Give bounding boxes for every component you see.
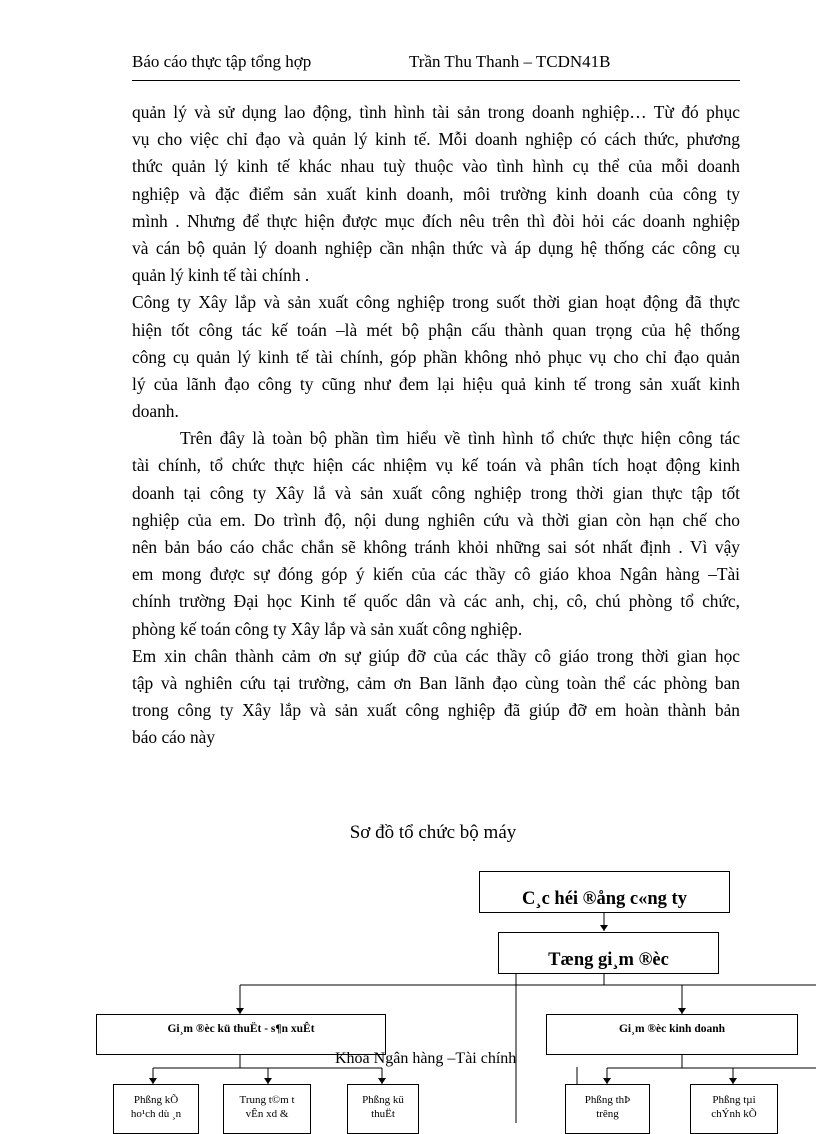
text-line: mình . Nhưng để thực hiện được mục đích nêu trên thì đòi hỏi các doanh nghiệp xyxy=(132,210,740,231)
text-line: quản lý kinh tế tài chính . xyxy=(132,265,310,286)
text-line: doanh tại công ty Xây lắ và sản xuất công nghiệp trong thời gian thực tập tốt xyxy=(132,482,740,503)
department-box-consulting: Trung t©m t vÊn xd & xyxy=(223,1084,311,1134)
overlay-text: Khoa Ngân hàng –Tài chính xyxy=(335,1050,517,1067)
text-line: phòng kế toán công ty Xây lắp và sản xuất công nghiệp. xyxy=(132,618,523,639)
text-line: và cán bộ quản lý doanh nghiệp cần nhận thức và áp dụng hệ thống các công cụ xyxy=(132,237,740,258)
text-line: Trên đây là toàn bộ phần tìm hiểu về tình hình tổ chức thực hiện công tác xyxy=(180,428,740,449)
director-box: Tæng gi¸m ®èc xyxy=(498,932,719,974)
text-line: hiện tốt công tác kế toán –là mét bộ phận cấu thành quan trọng của hệ thống xyxy=(132,319,740,340)
text-line: nghiệp của em. Do trình độ, nội dung nghiên cứu và thời gian còn hạn chế cho xyxy=(132,509,740,530)
text-line: nên bản báo cáo chắc chắn sẽ không tránh khỏi những sai sót nhất định . Vì vậy xyxy=(132,537,740,557)
diagram-title: Sơ đồ tổ chức bộ máy xyxy=(349,822,517,843)
text-line: chính trường Đại học Kinh tế quốc dân và các anh, chị, cô, chú phòng tổ chức, xyxy=(132,591,740,612)
text-line: Em xin chân thành cảm ơn sự giúp đỡ của các thầy cô giáo trong thời gian học xyxy=(132,645,740,666)
text-line: thức quản lý kinh tế khác nhau tuỳ thuộc vào tình hình cụ thể của mỗi doanh xyxy=(132,156,740,177)
header-right: Trần Thu Thanh – TCDN41B xyxy=(409,52,611,71)
text-line: nghiệp và đặc điểm sản xuất kinh doanh, môi trường kinh doanh của công ty xyxy=(132,183,740,204)
text-line: trong công ty Xây lắp và sản xuất công nghiệp đã giúp đỡ em hoàn thành bản xyxy=(132,700,740,721)
text-line: tài chính, tổ chức thực hiện các nhiệm vụ kế toán và phân tích hoạt động kinh xyxy=(132,455,740,476)
department-box-market: Phßng thÞ trêng xyxy=(565,1084,650,1134)
text-line: công cụ quản lý kinh tế tài chính, góp phần không nhỏ phục vụ cho chỉ đạo quản xyxy=(132,346,740,367)
text-line: vụ cho việc chỉ đạo và quản lý kinh tế. Mỗi doanh nghiệp có cách thức, phương xyxy=(132,129,740,150)
department-box-plan: Phßng kÕ ho¹ch dù ¸n xyxy=(113,1084,199,1134)
text-line: em mong được sự đóng góp ý kiến của các thầy cô giáo khoa Ngân hàng –Tài xyxy=(132,564,740,585)
department-box-technical: Phßng kü thuËt xyxy=(347,1084,419,1134)
deputy-business-box: Gi¸m ®èc kinh doanh xyxy=(546,1014,798,1055)
text-line: tập và nghiên cứu tại trường, cảm ơn Ban lãnh đạo cùng toàn thể các phòng ban xyxy=(132,672,740,693)
text-line: Công ty Xây lắp và sản xuất công nghiệp trong suốt thời gian hoạt động đã thực xyxy=(132,292,740,313)
deputy-tech-box: Gi¸m ®èc kü thuËt - s¶n xuÊt xyxy=(96,1014,386,1055)
text-line: doanh. xyxy=(132,401,179,422)
text-line: báo cáo này xyxy=(132,727,216,748)
department-box-finance: Phßng tµi chÝnh kÕ xyxy=(690,1084,778,1134)
text-line: lý của lãnh đạo công ty cũng như đem lại hiệu quả kinh tế trong sản xuất kinh xyxy=(132,373,740,394)
text-line: quản lý và sử dụng lao động, tình hình tài sản trong doanh nghiệp… Từ đó phục xyxy=(132,102,740,122)
shareholders-box: C¸c héi ®ång c«ng ty xyxy=(479,871,730,913)
header-left: Báo cáo thực tập tổng hợp xyxy=(132,52,312,71)
